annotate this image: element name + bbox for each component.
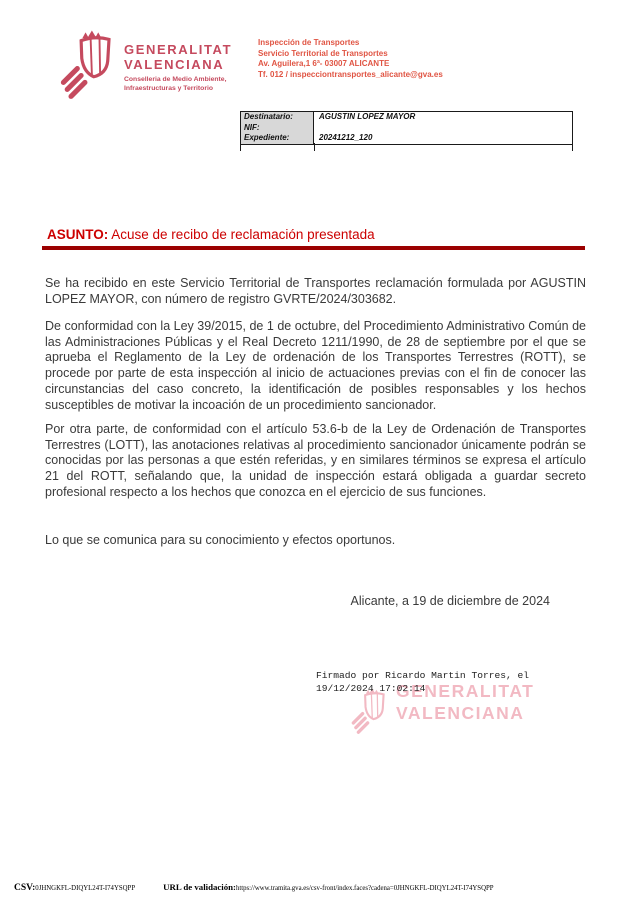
conselleria-name: Conselleria de Medio Ambiente, Infraestructuras y Territorio [124,76,227,92]
recipient-table-border-stub [240,143,573,151]
subject-text: Acuse de recibo de reclamación presentada [108,227,375,242]
paragraph-1: Se ha recibido en este Servicio Territorial de Transportes reclamación formulada por AGUSTIN LOPEZ MAYOR, con número de registro GVRTE/2024/303682. [45,276,586,306]
nif-label: NIF: [241,123,314,134]
brand-wordmark [124,42,232,93]
validation-url: https://www.tramita.gva.es/csv-front/index.faces?cadena=0JHNGKFL-DIQYL24T-I74YSQPP [235,885,494,892]
nif-value [314,123,572,134]
dateline: Alicante, a 19 de diciembre de 2024 [350,594,550,608]
office-address-block [258,38,443,80]
recipient-table [240,111,573,145]
destinatario-value: AGUSTIN LOPEZ MAYOR [319,112,416,121]
office-line-4: Tf. 012 / inspecciontransportes_alicante@gva.es [258,69,443,79]
watermark-wordmark: GENERALITAT VALENCIANA [396,681,535,723]
office-line-3: Av. Aguilera,1 6ª- 03007 ALICANTE [258,59,390,69]
paragraph-2: De conformidad con la Ley 39/2015, de 1 de octubre, del Procedimiento Administrativo Común de las Administraciones Públicas y el Real Decreto 1211/1990, de 28 de septiembre por el que se aprueba el Reglamento de la Ley de ordenación de los Transportes Terrestres (ROTT), se procede por parte de esta inspección al inicio de actuaciones previas con el fin de conocer las circunstancias del caso concreto, la identificación de posibles responsables y los hechos susceptibles de motivar la incoación de un procedimiento sancionador. [45,319,586,412]
subject-label: ASUNTO: [47,227,109,242]
expediente-label: Expediente: [241,133,314,144]
paragraph-4: Lo que se comunica para su conocimiento y efectos oportunos. [45,533,396,547]
subject-line [47,227,375,242]
office-line-2: Servicio Territorial de Transportes [258,48,388,58]
signature-line-1: Firmado por Ricardo Martin Torres, el [316,670,530,681]
validation-footer [14,877,494,895]
csv-code: 0JHNGKFL-DIQYL24T-I74YSQPP [35,885,136,892]
brand-line-2: VALENCIANA [124,57,225,72]
csv-label: CSV: [14,883,36,893]
digital-signature-text [316,670,529,695]
table-row [241,123,572,134]
office-line-1: Inspección de Transportes [258,38,360,47]
generalitat-coat-of-arms-icon [58,28,122,104]
table-row [241,112,572,123]
destinatario-label: Destinatario: [241,112,314,123]
signature-line-2: 19/12/2024 17:02:14 [316,682,426,694]
expediente-value: 20241212_120 [319,133,373,142]
paragraph-3: Por otra parte, de conformidad con el artículo 53.6-b de la Ley de Ordenación de Transportes Terrestres (LOTT), las anotaciones relativas al procedimiento sancionador únicamente podrán se conocidas por las personas a que estén referidas, y en similares términos se expresa el artículo 21 del ROTT, señalando que, la unidad de inspección estará obligada a guardar secreto profesional respecto a los hechos que conozca en el ejercicio de sus funciones. [45,422,586,499]
subject-divider-rule [42,246,585,250]
table-row [241,133,572,144]
brand-line-1: GENERALITAT [124,42,233,57]
validation-url-label: URL de validación: [163,882,236,892]
